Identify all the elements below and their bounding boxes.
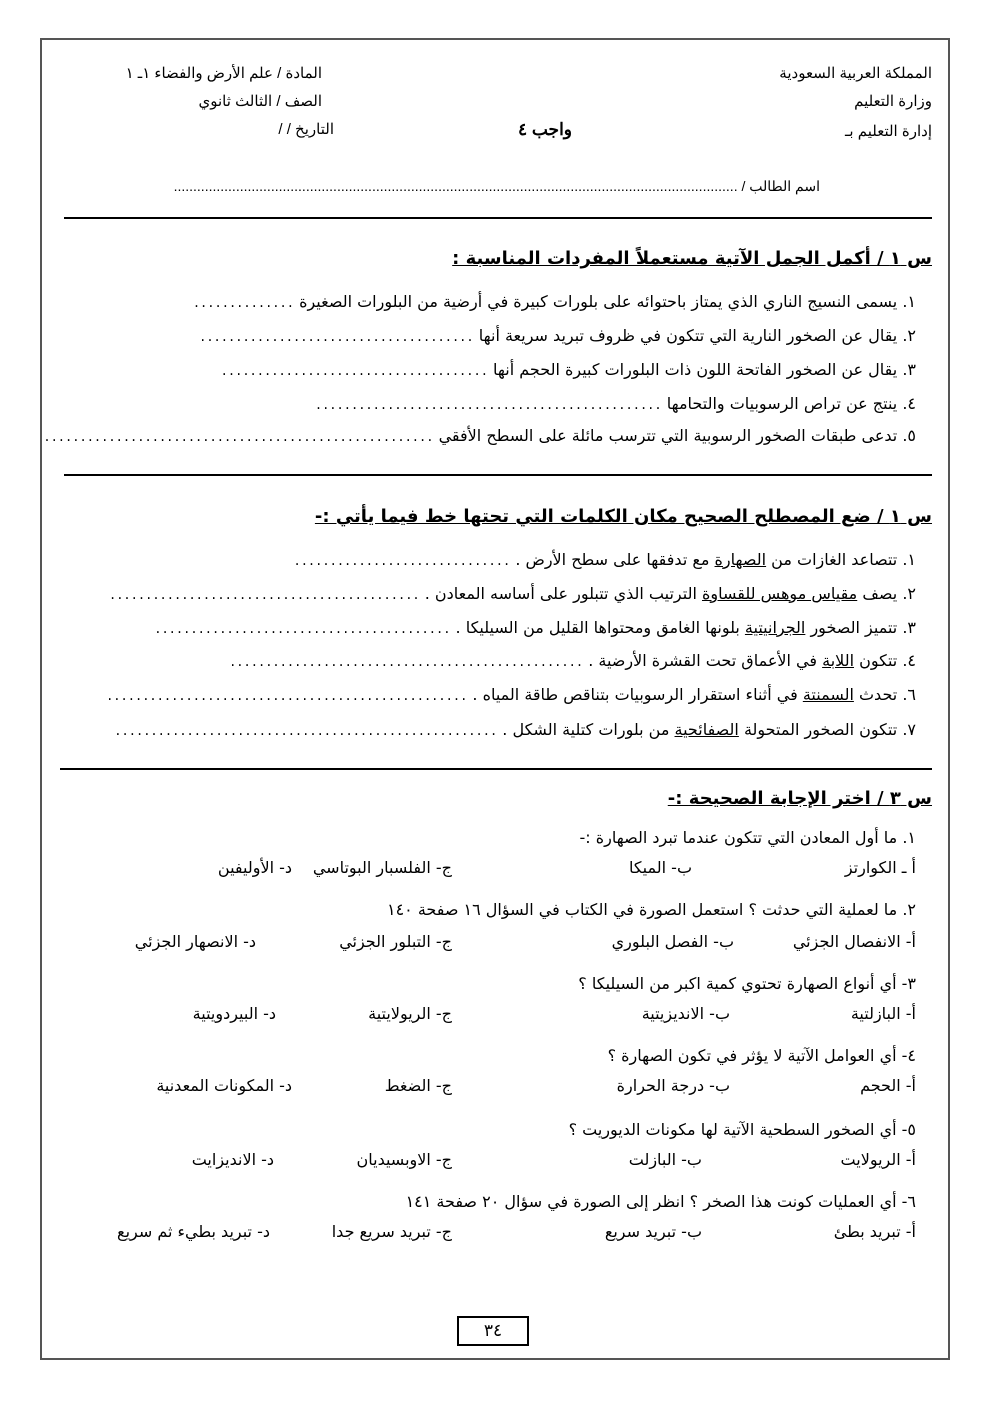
q3-choice-c: ج- الريولايتية	[368, 1004, 452, 1023]
student-name-field: اسم الطالب / .................................................................................................................................................	[173, 178, 820, 194]
q1-item: ٥. تدعى طبقات الصخور الرسوبية التي تترسب مائلة على السطح الأفقي ......................................................	[43, 426, 916, 445]
q3-heading: س ٣ / اختر الإجابة الصحيحة :-	[667, 788, 932, 809]
q3-choice-c: ج- الفلسبار البوتاسي	[312, 858, 452, 877]
q3-choice-a: أ- الانفصال الجزئي	[792, 932, 916, 951]
q3-choice-c: ج- الاوبسيديان	[356, 1150, 452, 1169]
q3-choice-b: ب- الانديزيتية	[641, 1004, 730, 1023]
q3-choice-d: د- البيردويتية	[192, 1004, 276, 1023]
divider	[64, 474, 932, 476]
q3-choice-b: ب- الفصل البلوري	[611, 932, 734, 951]
q3-choice-a: أ ـ الكوارتز	[844, 858, 916, 877]
q2-item: ٤. تتكون اللابة في الأعماق تحت القشرة الأرضية . .................................................	[229, 651, 916, 670]
directorate-label: إدارة التعليم بـ	[845, 123, 932, 140]
q1-item: ٢. يقال عن الصخور النارية التي تتكون في ظروف تبريد سريعة أنها ......................................	[199, 326, 916, 345]
q3-question: ١. ما أول المعادن التي تتكون عندما تبرد الصهارة :-	[579, 828, 916, 847]
q2-item: ٦. تحدث السمنتة في أثناء استقرار الرسوبيات بتناقص طاقة المياه . ..................................................	[106, 685, 916, 704]
q3-choice-b: ب- تبريد سريع	[604, 1222, 702, 1241]
q1-item: ٤. ينتج عن تراص الرسوبيات والتحامها ................................................	[314, 394, 916, 413]
q3-choice-a: أ- الحجم	[860, 1076, 916, 1095]
q1-item: ١. يسمى النسيج الناري الذي يمتاز باحتوائه على بلورات كبيرة في أرضية من البلورات الصغيرة ..............	[192, 292, 916, 311]
q3-choice-d: د- الانصهار الجزئي	[134, 932, 256, 951]
q3-question: ٦- أي العمليات كونت هذا الصخر ؟ انظر إلى الصورة في سؤال ٢٠ صفحة ١٤١	[405, 1192, 916, 1211]
q3-choice-d: د- الأوليفين	[217, 858, 292, 877]
ministry-label: وزارة التعليم	[854, 93, 932, 110]
q2-item: ١. تتصاعد الغازات من الصهارة مع تدفقها على سطح الأرض . ..............................	[293, 550, 916, 569]
kingdom-label: المملكة العربية السعودية	[779, 65, 932, 82]
q3-question: ٤- أي العوامل الآتية لا يؤثر في تكون الصهارة ؟	[607, 1046, 916, 1065]
q3-choice-a: أ- الريولايت	[840, 1150, 916, 1169]
q1-item: ٣. يقال عن الصخور الفاتحة اللون ذات البلورات كبيرة الحجم أنها .....................................	[220, 360, 916, 379]
page-number: ٣٤	[457, 1316, 529, 1346]
subject-label: المادة / علم الأرض والفضاء ١ـ ١	[125, 65, 322, 82]
q3-choice-c: ج- الضغط	[384, 1076, 452, 1095]
q3-choice-b: ب- درجة الحرارة	[616, 1076, 730, 1095]
divider	[60, 768, 932, 770]
q3-choice-d: د- الانديزايت	[191, 1150, 274, 1169]
page-title: واجب ٤	[518, 120, 572, 139]
q3-question: ٢. ما لعملية التي حدثت ؟ استعمل الصورة في الكتاب في السؤال ١٦ صفحة ١٤٠	[386, 900, 916, 919]
q3-choice-a: أ- تبريد بطئ	[833, 1222, 916, 1241]
q3-choice-c: ج- تبريد سريع جدا	[331, 1222, 452, 1241]
divider	[64, 217, 932, 219]
q3-choice-c: ج- التبلور الجزئي	[339, 932, 452, 951]
q3-choice-b: ب- البازلت	[628, 1150, 702, 1169]
q3-choice-b: ب- الميكا	[628, 858, 692, 877]
q2-item: ٢. يصف مقياس موهس للقساوة الترتيب الذي تتبلور على أساسه المعادن . ...........................................	[108, 584, 916, 603]
q3-question: ٣- أي أنواع الصهارة تحتوي كمية اكبر من السيليكا ؟	[578, 974, 916, 993]
q3-choice-d: د- المكونات المعدنية	[156, 1076, 292, 1095]
q3-question: ٥- أي الصخور السطحية الآتية لها مكونات الديوريت ؟	[568, 1120, 916, 1139]
grade-label: الصف / الثالث ثانوي	[198, 93, 322, 110]
q2-item: ٧. تتكون الصخور المتحولة الصفائحية من بلورات كتلية الشكل . .....................................................	[114, 720, 916, 739]
q3-choice-a: أ- البازلتية	[850, 1004, 916, 1023]
date-label: التاريخ / /	[278, 121, 334, 138]
q2-heading: س ١ / ضع المصطلح الصحيح مكان الكلمات التي تحتها خط فيما يأتي :-	[314, 506, 932, 527]
q3-choice-d: د- تبريد بطيء ثم سريع	[117, 1222, 270, 1241]
q1-heading: س ١ / أكمل الجمل الآتية مستعملاً المفردات المناسبة :	[452, 248, 932, 269]
q2-item: ٣. تتميز الصخور الجرانيتية بلونها الغامق ومحتواها القليل من السيليكا . .........................................	[154, 618, 916, 637]
